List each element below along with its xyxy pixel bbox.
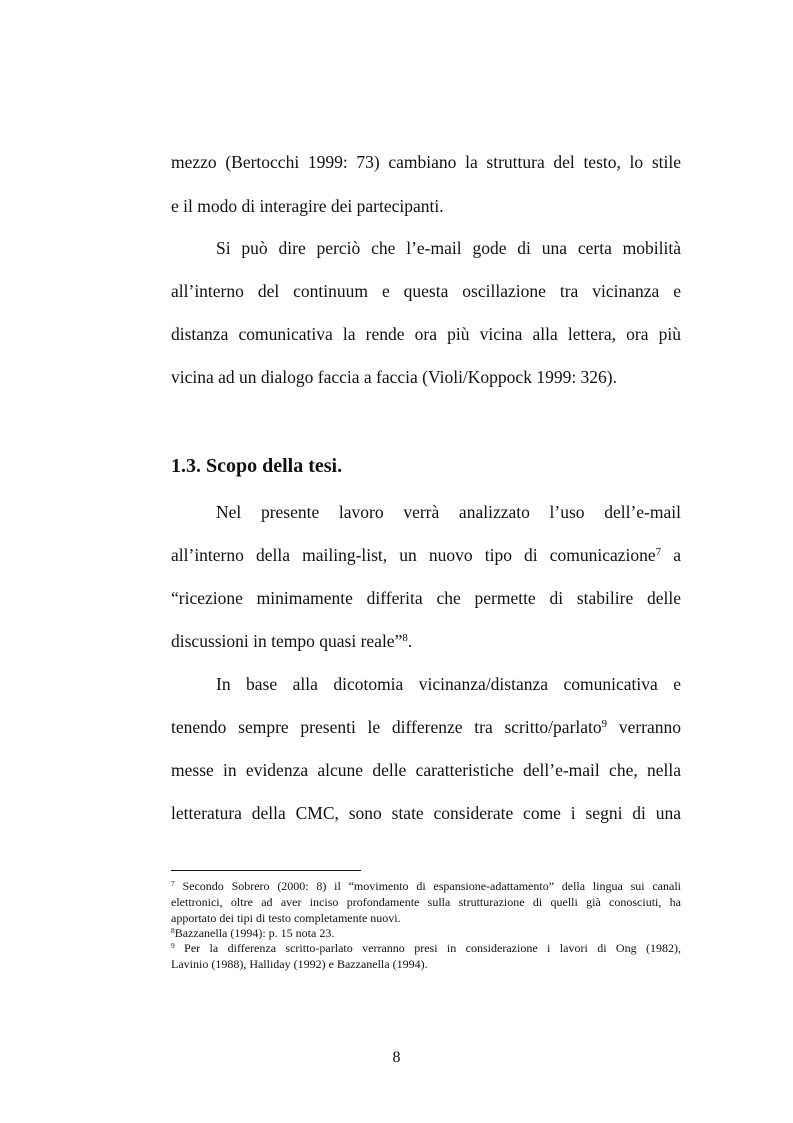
body-text: verranno (618, 717, 682, 737)
section-heading: 1.3. Scopo della tesi. (171, 455, 343, 477)
footnote-separator (171, 870, 361, 871)
footnote-text: Per la differenza scritto-parlato verranno presi in considerazione i lavori di Ong (1982), (184, 941, 682, 955)
body-line: distanza comunicativa la rende ora più vicina alla lettera, ora più (171, 324, 681, 344)
body-text: all’interno della mailing-list, un nuovo tipo di comunicazione (171, 545, 656, 565)
footnote-line: Lavinio (1988), Halliday (1992) e Bazzanella (1994). (171, 957, 428, 971)
body-line: Nel presente lavoro verrà analizzato l’uso dell’e-mail (216, 502, 681, 522)
footnote-number: 7 (171, 878, 175, 888)
body-line (171, 633, 681, 651)
footnote-text: Secondo Sobrero (2000: 8) il “movimento di espansione-adattamento” della lingua sui canali (182, 879, 682, 893)
footnote-line (171, 942, 681, 954)
footnote-line: elettronici, oltre ad aver inciso profondamente sulla strutturazione di quelli già conosciuti, ha (171, 895, 681, 909)
footnote-line (171, 880, 681, 892)
body-line (171, 719, 681, 737)
body-text: tenendo sempre presenti le differenze tra scritto/parlato (171, 717, 602, 737)
body-line: all’interno del continuum e questa oscillazione tra vicinanza e (171, 281, 681, 301)
page-number: 8 (392, 1049, 401, 1066)
footnote-ref: 9 (601, 718, 608, 731)
footnote-number: 9 (171, 940, 175, 950)
body-line: vicina ad un dialogo faccia a faccia (Violi/Koppock 1999: 326). (171, 367, 618, 387)
body-text: a (673, 545, 681, 565)
footnote-ref: 7 (655, 546, 662, 559)
footnote-number: 8 (171, 925, 175, 935)
body-line: letteratura della CMC, sono state considerate come i segni di una (171, 803, 681, 823)
body-line: Si può dire perciò che l’e-mail gode di una certa mobilità (216, 238, 681, 258)
footnote-line: apportato dei tipi di testo completamente nuovi. (171, 911, 401, 925)
body-line: In base alla dicotomia vicinanza/distanza comunicativa e (216, 674, 681, 694)
body-line: messe in evidenza alcune delle caratteristiche dell’e-mail che, nella (171, 760, 681, 780)
body-text: discussioni in tempo quasi reale” (171, 631, 403, 651)
footnote-line (171, 927, 681, 939)
body-line: e il modo di interagire dei partecipanti. (171, 196, 444, 216)
body-text: . (407, 631, 413, 651)
body-line (171, 547, 681, 565)
body-line: mezzo (Bertocchi 1999: 73) cambiano la struttura del testo, lo stile (171, 152, 681, 172)
footnote-ref: 8 (402, 632, 408, 645)
body-line: “ricezione minimamente differita che permette di stabilire delle (171, 588, 681, 608)
footnote-text: Bazzanella (1994): p. 15 nota 23. (174, 926, 335, 940)
